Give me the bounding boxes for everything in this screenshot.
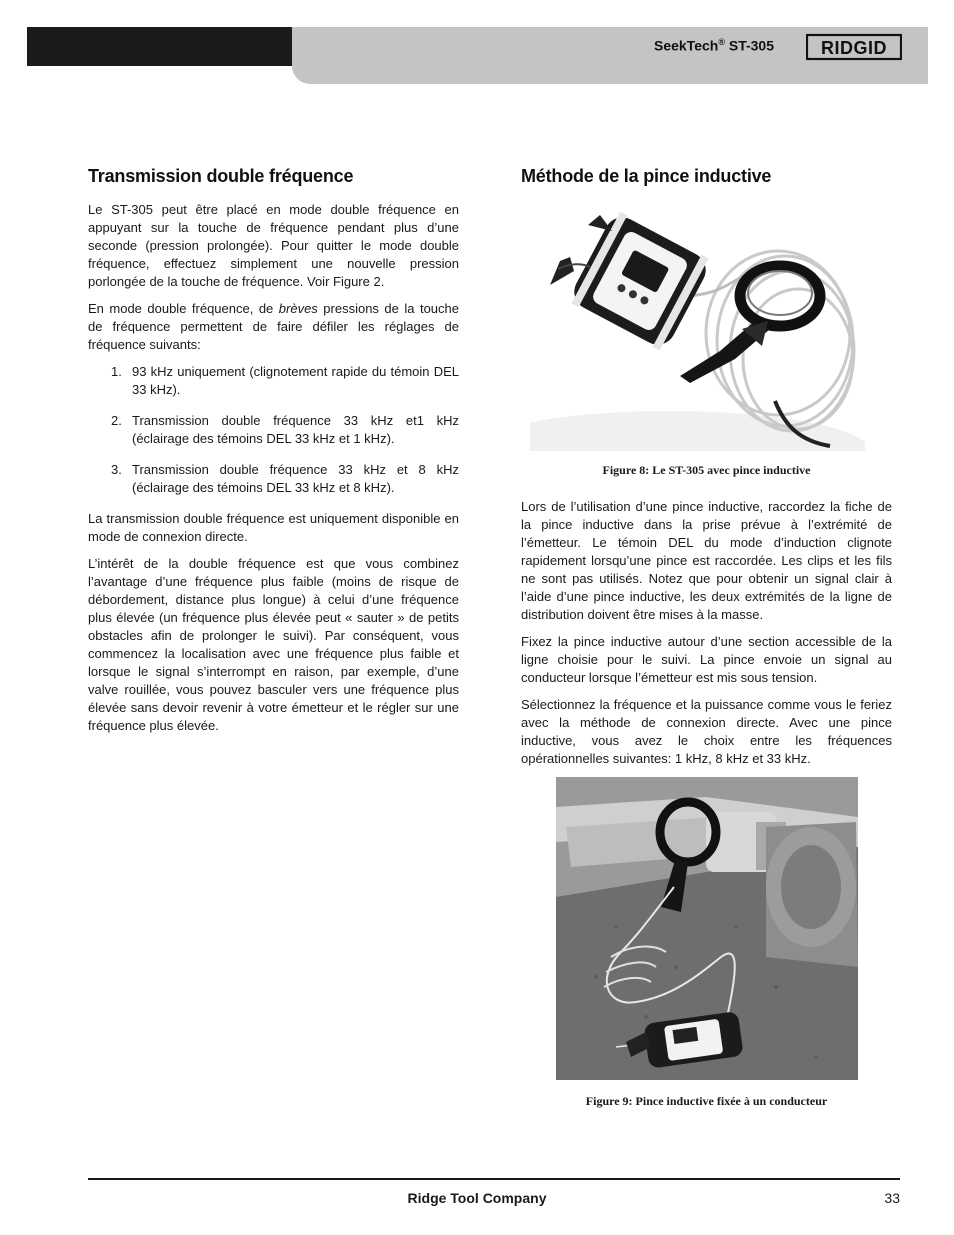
header-model: ST-305 bbox=[724, 37, 774, 54]
paragraph: L’intérêt de la double fréquence est que vous combinez l’avantage d’une fréquence plus faible (moins de risque de débordement, distance plus longue) à celui d’une fréquence plus élevée (un fréquence plus élevée peut « sauter » de petits obstacles afin de prolonger le suivi). Par conséquent, vous commencez la localisation avec une fréquence plus faible et lorsque le signal s’interrompt en raison, par exemple, d’une valve rouillée, vous pouvez basculer vers une fréquence plus élevée sans devoir revenir à votre émetteur et le régler sur une fréquence plus élevée. bbox=[88, 556, 459, 733]
page-number: 33 bbox=[884, 1190, 900, 1206]
header-product: SeekTech bbox=[653, 37, 719, 54]
header-black-band bbox=[27, 27, 292, 66]
figure-8-photo bbox=[530, 201, 865, 451]
list-text: Transmission double fréquence 33 kHz et 8 kHz (éclairage des témoins DEL 33 kHz et 8 kHz). bbox=[132, 462, 459, 495]
paragraph: Sélectionnez la fréquence et la puissance comme vous le feriez avec la méthode de connexion directe. Avec une pince inductive, vous avez le choix entre les fréquences opérationnelles suivantes: 1 kHz, 8 kHz et 33 kHz. bbox=[521, 697, 892, 766]
list-item bbox=[88, 412, 459, 447]
paragraph: Fixez la pince inductive autour d’une section accessible de la ligne choisie pour le suivi. La pince envoie un signal au conducteur lorsque l’émetteur est mis sous tension. bbox=[521, 634, 892, 685]
ridgid-logo-text: RIDGID bbox=[821, 38, 887, 58]
paragraph-text: En mode double fréquence, de bbox=[88, 301, 279, 316]
list-item bbox=[88, 461, 459, 496]
frequency-list bbox=[88, 363, 459, 496]
list-number: 1. bbox=[111, 364, 122, 379]
list-text: 93 kHz uniquement (clignotement rapide du témoin DEL 33 kHz). bbox=[132, 364, 459, 397]
list-item bbox=[88, 363, 459, 398]
paragraph: Lors de l’utilisation d’une pince inductive, raccordez la fiche de la pince inductive dans la prise prévue à l’extrémité de l’émetteur. Le témoin DEL du mode d’induction clignote rapidement lorsqu’une pince est raccordée. Les clips et les fils ne sont pas utilisés. Notez que pour obtenir un signal clair à l’aide d’une pince inductive, les deux extrémités de la ligne de distribution doivent être mises à la masse. bbox=[521, 499, 892, 622]
section-heading-inductive-clamp: Méthode de la pince inductive bbox=[521, 166, 772, 186]
figure-9-photo bbox=[556, 777, 858, 1080]
paragraph-text: pressions de la touche de fréquence permettent de faire défiler les réglages de fréquence suivants: bbox=[88, 301, 459, 352]
emphasis-text: brèves bbox=[278, 301, 318, 316]
paragraph: Le ST-305 peut être placé en mode double fréquence en appuyant sur la touche de fréquence pendant plus d’une seconde (pression prolongée). Pour quitter le mode double fréquence, effectuez simplement une nouvelle pression porlongée de la touche de fréquence. Voir Figure 2. bbox=[88, 202, 459, 289]
header-title bbox=[654, 37, 774, 54]
paragraph bbox=[88, 300, 459, 354]
list-number: 2. bbox=[111, 413, 122, 428]
figure-9-caption: Figure 9: Pince inductive fixée à un conducteur bbox=[585, 1094, 828, 1108]
footer-company: Ridge Tool Company bbox=[407, 1190, 547, 1206]
figure-8-caption: Figure 8: Le ST-305 avec pince inductive bbox=[602, 463, 811, 477]
section-heading-dual-frequency: Transmission double fréquence bbox=[88, 166, 354, 186]
paragraph: La transmission double fréquence est uniquement disponible en mode de connexion directe. bbox=[88, 511, 459, 544]
ridgid-logo bbox=[806, 33, 902, 61]
header-reg-mark: ® bbox=[718, 37, 725, 47]
list-number: 3. bbox=[111, 462, 122, 477]
list-text: Transmission double fréquence 33 kHz et1 kHz (éclairage des témoins DEL 33 kHz et 1 kHz). bbox=[132, 413, 459, 446]
right-column bbox=[521, 166, 892, 1109]
left-column bbox=[88, 166, 459, 744]
footer-rule bbox=[88, 1178, 900, 1180]
header-gray-tab bbox=[292, 66, 928, 84]
